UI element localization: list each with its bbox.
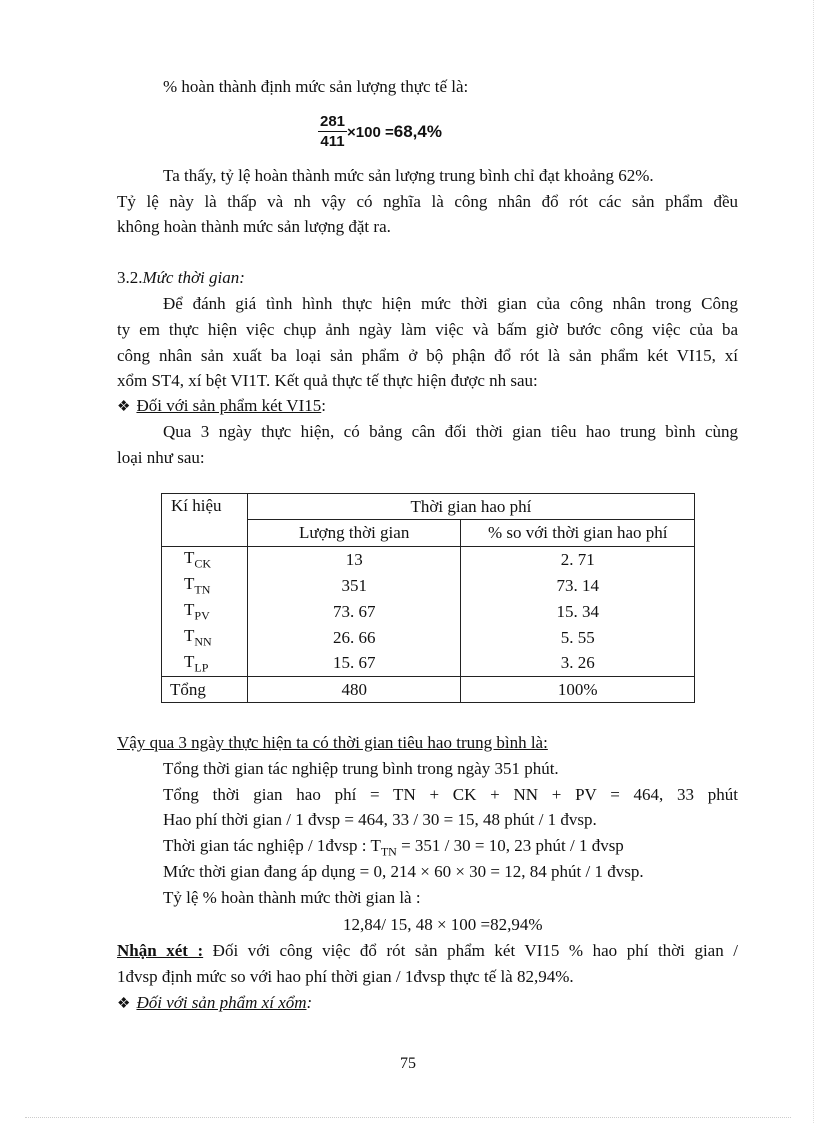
time-balance-table: [161, 493, 695, 703]
section-title: Mức thời gian:: [142, 268, 245, 287]
bullet-xi-xom: [117, 993, 312, 1013]
formula-result: 68,4%: [393, 121, 442, 141]
calc-line-7: 12,84/ 15, 48 × 100 =82,94%: [343, 915, 543, 934]
row-amount: 26. 66: [247, 625, 461, 651]
calc-line-5: Mức thời gian đang áp dụng = 0, 214 × 60 × 30 = 12, 84 phút / 1 đvsp.: [163, 862, 644, 881]
section-number: 3.2.: [117, 268, 143, 287]
header-percent: % so với thời gian hao phí: [461, 520, 695, 547]
row-symbol: $T_{LP}$: [184, 651, 209, 674]
para2-line4: xổm ST4, xí bệt VI1T. Kết quả thực tế thực hiện được nh sau:: [117, 371, 538, 390]
diamond-bullet-icon: ❖: [117, 996, 131, 1012]
para1-line3: không hoàn thành mức sản lượng đặt ra.: [117, 217, 391, 236]
summary-heading: Vậy qua 3 ngày thực hiện ta có thời gian tiêu hao trung bình là:: [117, 733, 548, 752]
row-percent: 5. 55: [461, 625, 695, 651]
table-row: [162, 625, 695, 651]
right-dotted-divider: [813, 0, 814, 1123]
total-amount: 480: [247, 677, 461, 703]
table-total-row: [162, 677, 695, 703]
row-amount: 351: [247, 573, 461, 599]
bullet-ket-vi15: [117, 396, 326, 416]
denominator: 411: [320, 133, 345, 150]
page-number: 75: [400, 1055, 416, 1072]
row-amount: 13: [247, 547, 461, 573]
header-amount: Lượng thời gian: [247, 520, 461, 547]
para2-line2: ty em thực hiện việc chụp ảnh ngày làm việc và bấm giờ bước công việc của ba: [117, 320, 738, 339]
intro-text: % hoàn thành định mức sản lượng thực tế là:: [163, 77, 469, 96]
para3-line1: Qua 3 ngày thực hiện, có bảng cân đối thời gian tiêu hao trung bình cùng: [163, 422, 738, 441]
diamond-bullet-icon: ❖: [117, 399, 131, 415]
bullet-colon: :: [321, 396, 326, 415]
remark-label: Nhận xét :: [117, 941, 204, 960]
row-percent: 2. 71: [461, 547, 695, 573]
remark-line-2: 1đvsp định mức so với hao phí thời gian / 1đvsp thực tế là 82,94%.: [117, 967, 574, 986]
header-symbol: Kí hiệu: [162, 494, 248, 547]
table-row: [162, 547, 695, 573]
numerator: 281: [320, 113, 346, 130]
para2-line1: Để đánh giá tình hình thực hiện mức thời gian của công nhân trong Công: [163, 294, 738, 313]
bullet-colon: :: [306, 993, 313, 1012]
calc-line-2: Tổng thời gian hao phí = TN + CK + NN + PV = 464, 33 phút: [163, 785, 738, 804]
para1-line2: Tỷ lệ này là thấp và nh vậy có nghĩa là công nhân đổ rót các sản phẩm đều: [117, 192, 738, 211]
row-symbol: $T_{TN}$: [184, 573, 211, 597]
total-label: Tổng: [162, 677, 248, 703]
table-row: [162, 573, 695, 599]
remark-line-1: [117, 941, 738, 961]
bullet-xi-xom-text: Đối với sản phẩm xí xổm: [136, 993, 307, 1012]
calc-line-3: Hao phí thời gian / 1 đvsp = 464, 33 / 30 = 15, 48 phút / 1 đvsp.: [163, 810, 597, 829]
row-percent: 15. 34: [461, 599, 695, 625]
para1-line1: Ta thấy, tỷ lệ hoàn thành mức sản lượng trung bình chỉ đạt khoảng 62%.: [163, 166, 654, 185]
calc-line-1: Tổng thời gian tác nghiệp trung bình trong ngày 351 phút.: [163, 759, 559, 778]
remark-text-1: Đối với công việc đổ rót sản phẩm két VI15 % hao phí thời gian /: [203, 941, 738, 960]
row-percent: 3. 26: [461, 651, 695, 677]
completion-formula: [318, 113, 442, 150]
fraction: [318, 113, 347, 150]
row-symbol: $T_{NN}$: [184, 625, 212, 649]
calc-line-6: Tỷ lệ % hoàn thành mức thời gian là :: [163, 888, 421, 907]
table-row: [162, 651, 695, 677]
table-row: [162, 599, 695, 625]
para3-line2: loại như sau:: [117, 448, 205, 467]
row-amount: 73. 67: [247, 599, 461, 625]
total-percent: 100%: [461, 677, 695, 703]
bottom-dotted-divider: [25, 1117, 791, 1118]
row-symbol: $T_{CK}$: [184, 548, 212, 571]
row-percent: 73. 14: [461, 573, 695, 599]
header-group: Thời gian hao phí: [247, 494, 694, 520]
para2-line3: công nhân sản xuất ba loại sản phẩm ở bộ phận đổ rót là sản phẩm két VI15, xí: [117, 346, 738, 365]
bullet-ket-vi15-text: Đối với sản phẩm két VI15: [136, 396, 322, 415]
row-symbol: $T_{PV}$: [184, 599, 210, 623]
row-amount: 15. 67: [247, 651, 461, 677]
section-heading: [117, 268, 245, 288]
calc-line-4: Thời gian tác nghiệp / 1đvsp : $T_{TN} = 351 / 30 = 10$, 23 phút / 1 đvsp: [163, 836, 624, 859]
times-100: ×100 =: [347, 123, 394, 141]
